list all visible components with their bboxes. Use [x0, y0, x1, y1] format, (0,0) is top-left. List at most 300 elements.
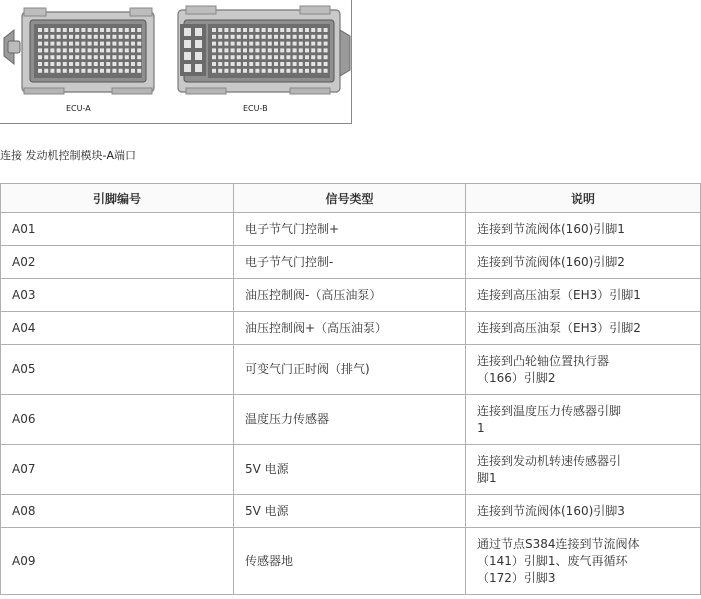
connector-pin	[317, 35, 321, 39]
connector-pin	[88, 69, 92, 73]
connector-pin	[75, 48, 79, 52]
connector-pin	[106, 42, 110, 46]
connector-pin	[106, 62, 110, 66]
connector-pin	[112, 28, 116, 32]
connector-figure	[0, 0, 352, 124]
connector-pin	[137, 42, 141, 46]
connector-pin	[224, 35, 228, 39]
connector-pin	[137, 62, 141, 66]
connector-pin	[317, 62, 321, 66]
connector-pin	[100, 48, 104, 52]
connector-pin	[293, 42, 297, 46]
connector-pin	[44, 55, 48, 59]
connector-pin	[268, 55, 272, 59]
connector-pin	[125, 28, 129, 32]
connector-pin	[262, 62, 266, 66]
section-caption: 连接 发动机控制模块-A端口	[0, 149, 136, 162]
connector-pin	[119, 28, 123, 32]
connector-pin	[255, 62, 259, 66]
connector-pin	[218, 28, 222, 32]
connector-pin	[218, 42, 222, 46]
connector-pin	[38, 62, 42, 66]
connector-pin	[69, 62, 73, 66]
connector-pin	[69, 28, 73, 32]
connector-pin	[243, 62, 247, 66]
pin-number-cell: A09	[1, 528, 234, 595]
connector-pin	[38, 28, 42, 32]
connector-pin	[69, 42, 73, 46]
connector-pin	[212, 42, 216, 46]
connector-pin	[106, 35, 110, 39]
connector-pin	[44, 35, 48, 39]
connector-pin	[255, 55, 259, 59]
connector-pin	[249, 55, 253, 59]
connector-pin	[57, 48, 61, 52]
ecu-a-label: ECU-A	[66, 104, 91, 113]
connector-pin	[268, 69, 272, 73]
connector-pin	[57, 35, 61, 39]
connector-pin	[69, 35, 73, 39]
connector-pin	[88, 55, 92, 59]
description-line: 1	[477, 420, 485, 435]
connector-pin	[324, 62, 328, 66]
pin-table-body	[1, 213, 701, 595]
connector-pin	[137, 35, 141, 39]
connector-pin	[286, 62, 290, 66]
table-row	[1, 445, 701, 495]
ecu-a-connector-icon	[4, 8, 154, 94]
connector-pin	[125, 55, 129, 59]
connector-pin	[305, 62, 309, 66]
connector-pin	[125, 48, 129, 52]
description-line: 连接到节流阀体(160)引脚2	[477, 254, 625, 269]
connector-pin	[50, 28, 54, 32]
connector-pin	[94, 28, 98, 32]
description-cell	[466, 528, 701, 595]
connector-pin	[184, 64, 191, 72]
connector-pin	[88, 28, 92, 32]
connector-pin	[274, 69, 278, 73]
connector-pin	[119, 42, 123, 46]
connector-pin	[299, 55, 303, 59]
connector-pin	[112, 55, 116, 59]
connector-pin	[88, 62, 92, 66]
connector-pin	[224, 55, 228, 59]
connector-pin	[94, 69, 98, 73]
connector-pin	[317, 48, 321, 52]
connector-pin	[305, 69, 309, 73]
connector-pin	[137, 55, 141, 59]
pin-number-cell: A02	[1, 246, 234, 279]
connector-pin	[81, 28, 85, 32]
connector-pin	[131, 28, 135, 32]
connector-pin	[311, 28, 315, 32]
connector-pin	[262, 48, 266, 52]
connector-pin	[106, 69, 110, 73]
connector-pin	[75, 69, 79, 73]
connector-pin	[249, 62, 253, 66]
connector-pin	[268, 48, 272, 52]
description-line: 连接到高压油泵（EH3）引脚2	[477, 320, 641, 335]
connector-pin	[299, 42, 303, 46]
description-line: 连接到节流阀体(160)引脚3	[477, 503, 625, 518]
connector-pin	[119, 62, 123, 66]
connector-pin	[57, 62, 61, 66]
connector-pin	[262, 35, 266, 39]
connector-pin	[131, 69, 135, 73]
connector-pin	[63, 28, 67, 32]
connector-pin	[268, 62, 272, 66]
connector-pin	[255, 35, 259, 39]
connector-pin	[125, 62, 129, 66]
description-line: 连接到温度压力传感器引脚	[477, 403, 622, 418]
ecu-connector-diagram	[0, 0, 352, 124]
connector-pin	[299, 28, 303, 32]
connector-pin	[299, 48, 303, 52]
connector-pin	[311, 48, 315, 52]
description-cell	[466, 279, 701, 312]
pin-number-cell: A07	[1, 445, 234, 495]
connector-pin	[100, 35, 104, 39]
connector-pin	[100, 28, 104, 32]
connector-pin	[299, 35, 303, 39]
connector-pin	[112, 62, 116, 66]
signal-type-cell: 油压控制阀-（高压油泵）	[234, 279, 466, 312]
description-line: 连接到节流阀体(160)引脚1	[477, 221, 625, 236]
connector-pin	[237, 48, 241, 52]
connector-pin	[38, 42, 42, 46]
connector-pin	[75, 42, 79, 46]
connector-pin	[57, 69, 61, 73]
connector-pin	[237, 42, 241, 46]
connector-pin	[184, 52, 191, 60]
connector-pin	[195, 28, 202, 36]
connector-pin	[50, 69, 54, 73]
connector-pin	[112, 48, 116, 52]
connector-pin	[293, 62, 297, 66]
connector-pin	[262, 28, 266, 32]
signal-type-cell: 5V 电源	[234, 495, 466, 528]
connector-pin	[317, 69, 321, 73]
connector-pin	[286, 55, 290, 59]
connector-pin	[100, 62, 104, 66]
connector-pin	[94, 48, 98, 52]
connector-pin	[268, 42, 272, 46]
connector-pin	[280, 35, 284, 39]
connector-pin	[44, 69, 48, 73]
connector-pin	[106, 55, 110, 59]
connector-pin	[106, 48, 110, 52]
table-row	[1, 528, 701, 595]
connector-pin	[293, 48, 297, 52]
connector-pin	[88, 35, 92, 39]
connector-pin	[231, 55, 235, 59]
connector-pin	[231, 28, 235, 32]
connector-pin	[44, 48, 48, 52]
connector-pin	[212, 55, 216, 59]
header-pin-number: 引脚编号	[1, 184, 234, 213]
connector-pin	[119, 55, 123, 59]
description-line: 连接到凸轮轴位置执行器	[477, 353, 610, 368]
connector-pin	[50, 35, 54, 39]
connector-pin	[131, 42, 135, 46]
connector-pin	[237, 69, 241, 73]
connector-pin	[305, 35, 309, 39]
connector-pin	[184, 28, 191, 36]
connector-pin	[286, 28, 290, 32]
connector-pin	[63, 55, 67, 59]
connector-pin	[293, 35, 297, 39]
connector-pin	[305, 55, 309, 59]
connector-pin	[81, 55, 85, 59]
connector-pin	[212, 48, 216, 52]
connector-pin	[317, 28, 321, 32]
connector-pin	[262, 42, 266, 46]
connector-pin	[324, 55, 328, 59]
connector-pin	[50, 42, 54, 46]
connector-pin	[224, 48, 228, 52]
connector-pin	[184, 40, 191, 48]
ecu-b-connector-icon	[178, 6, 350, 94]
connector-pin	[280, 42, 284, 46]
connector-pin	[195, 52, 202, 60]
connector-pin	[324, 48, 328, 52]
connector-pin	[44, 42, 48, 46]
connector-pin	[299, 62, 303, 66]
connector-pin	[137, 48, 141, 52]
description-cell	[466, 445, 701, 495]
header-description: 说明	[466, 184, 701, 213]
signal-type-cell: 5V 电源	[234, 445, 466, 495]
connector-pin	[212, 35, 216, 39]
description-line: （172）引脚3	[477, 570, 556, 585]
connector-pin	[119, 35, 123, 39]
connector-pin	[231, 42, 235, 46]
connector-pin	[262, 69, 266, 73]
connector-pin	[280, 69, 284, 73]
connector-pin	[311, 35, 315, 39]
connector-pin	[243, 35, 247, 39]
connector-pin	[69, 48, 73, 52]
connector-pin	[249, 48, 253, 52]
connector-pin	[218, 69, 222, 73]
connector-pin	[131, 62, 135, 66]
connector-pin	[44, 62, 48, 66]
connector-pin	[324, 35, 328, 39]
connector-pin	[75, 55, 79, 59]
connector-pin	[324, 28, 328, 32]
connector-pin	[112, 69, 116, 73]
connector-pin	[137, 69, 141, 73]
connector-pin	[280, 55, 284, 59]
connector-pin	[274, 48, 278, 52]
connector-pin	[274, 35, 278, 39]
table-row	[1, 495, 701, 528]
connector-pin	[218, 55, 222, 59]
connector-pin	[63, 69, 67, 73]
connector-pin	[274, 42, 278, 46]
connector-pin	[44, 28, 48, 32]
connector-pin	[119, 69, 123, 73]
connector-pin	[243, 42, 247, 46]
connector-pin	[75, 35, 79, 39]
description-cell	[466, 345, 701, 395]
connector-pin	[218, 48, 222, 52]
connector-pin	[224, 69, 228, 73]
connector-pin	[243, 48, 247, 52]
table-row	[1, 395, 701, 445]
pin-number-cell: A06	[1, 395, 234, 445]
connector-pin	[94, 35, 98, 39]
connector-pin	[212, 69, 216, 73]
connector-pin	[100, 55, 104, 59]
connector-pin	[100, 69, 104, 73]
connector-pin	[224, 62, 228, 66]
connector-pin	[137, 28, 141, 32]
connector-pin	[125, 42, 129, 46]
connector-pin	[255, 28, 259, 32]
connector-pin	[268, 35, 272, 39]
connector-pin	[317, 42, 321, 46]
pin-number-cell: A04	[1, 312, 234, 345]
connector-pin	[311, 69, 315, 73]
connector-pin	[63, 42, 67, 46]
connector-pin	[88, 48, 92, 52]
connector-pin	[293, 69, 297, 73]
connector-pin	[224, 28, 228, 32]
table-row	[1, 312, 701, 345]
description-cell	[466, 213, 701, 246]
signal-type-cell: 温度压力传感器	[234, 395, 466, 445]
connector-pin	[63, 48, 67, 52]
ecu-b-label: ECU-B	[243, 104, 268, 113]
connector-pin	[243, 28, 247, 32]
connector-pin	[50, 55, 54, 59]
connector-pin	[81, 69, 85, 73]
connector-pin	[237, 28, 241, 32]
connector-pin	[286, 42, 290, 46]
connector-pin	[274, 62, 278, 66]
connector-pin	[218, 35, 222, 39]
connector-pin	[125, 35, 129, 39]
signal-type-cell: 电子节气门控制+	[234, 213, 466, 246]
connector-pin	[81, 42, 85, 46]
connector-pin	[50, 48, 54, 52]
description-cell	[466, 246, 701, 279]
description-cell	[466, 395, 701, 445]
pin-number-cell: A01	[1, 213, 234, 246]
connector-pin	[280, 48, 284, 52]
connector-pin	[81, 35, 85, 39]
connector-pin	[231, 62, 235, 66]
signal-type-cell: 可变气门正时阀（排气)	[234, 345, 466, 395]
connector-pin	[195, 64, 202, 72]
connector-pin	[311, 62, 315, 66]
connector-pin	[63, 35, 67, 39]
connector-pin	[131, 48, 135, 52]
connector-pin	[50, 62, 54, 66]
connector-pin	[249, 69, 253, 73]
connector-pin	[231, 69, 235, 73]
connector-pin	[224, 42, 228, 46]
description-line: 连接到发动机转速传感器引	[477, 453, 622, 468]
connector-pin	[212, 62, 216, 66]
connector-pin	[131, 55, 135, 59]
pin-number-cell: A08	[1, 495, 234, 528]
connector-pin	[57, 42, 61, 46]
connector-pin	[324, 42, 328, 46]
connector-pin	[100, 42, 104, 46]
connector-pin	[218, 62, 222, 66]
connector-pin	[249, 28, 253, 32]
connector-pin	[38, 69, 42, 73]
signal-type-cell: 油压控制阀+（高压油泵）	[234, 312, 466, 345]
connector-pin	[249, 42, 253, 46]
pin-number-cell: A05	[1, 345, 234, 395]
connector-pin	[38, 35, 42, 39]
connector-pin	[274, 55, 278, 59]
description-line: 连接到高压油泵（EH3）引脚1	[477, 287, 641, 302]
connector-pin	[231, 35, 235, 39]
table-row	[1, 246, 701, 279]
description-line: 通过节点S384连接到节流阀体	[477, 536, 640, 551]
connector-pin	[231, 48, 235, 52]
connector-pin	[195, 40, 202, 48]
connector-pin	[119, 48, 123, 52]
connector-pin	[280, 62, 284, 66]
connector-pin	[243, 55, 247, 59]
connector-pin	[75, 28, 79, 32]
connector-pin	[81, 62, 85, 66]
connector-pin	[305, 42, 309, 46]
connector-pin	[317, 55, 321, 59]
pin-number-cell: A03	[1, 279, 234, 312]
connector-pin	[237, 62, 241, 66]
signal-type-cell: 电子节气门控制-	[234, 246, 466, 279]
table-row	[1, 213, 701, 246]
connector-pin	[112, 35, 116, 39]
table-row	[1, 279, 701, 312]
connector-pin	[69, 55, 73, 59]
connector-pin	[81, 48, 85, 52]
connector-pin	[293, 55, 297, 59]
connector-pin	[237, 55, 241, 59]
connector-pin	[243, 69, 247, 73]
connector-pin	[38, 48, 42, 52]
connector-pin	[286, 35, 290, 39]
connector-pin	[299, 69, 303, 73]
description-line: （141）引脚1、废气再循环	[477, 553, 628, 568]
connector-pin	[237, 35, 241, 39]
connector-pin	[305, 48, 309, 52]
connector-pin	[125, 69, 129, 73]
connector-pin	[131, 35, 135, 39]
connector-pin	[212, 28, 216, 32]
connector-pin	[57, 28, 61, 32]
signal-type-cell: 传感器地	[234, 528, 466, 595]
connector-pin	[305, 28, 309, 32]
connector-pin	[94, 62, 98, 66]
connector-pin	[88, 42, 92, 46]
connector-pin	[311, 42, 315, 46]
description-line: 脚1	[477, 470, 497, 485]
connector-pin	[38, 55, 42, 59]
header-signal-type: 信号类型	[234, 184, 466, 213]
connector-pin	[249, 35, 253, 39]
connector-pin	[280, 28, 284, 32]
connector-pin	[75, 62, 79, 66]
connector-pin	[106, 28, 110, 32]
